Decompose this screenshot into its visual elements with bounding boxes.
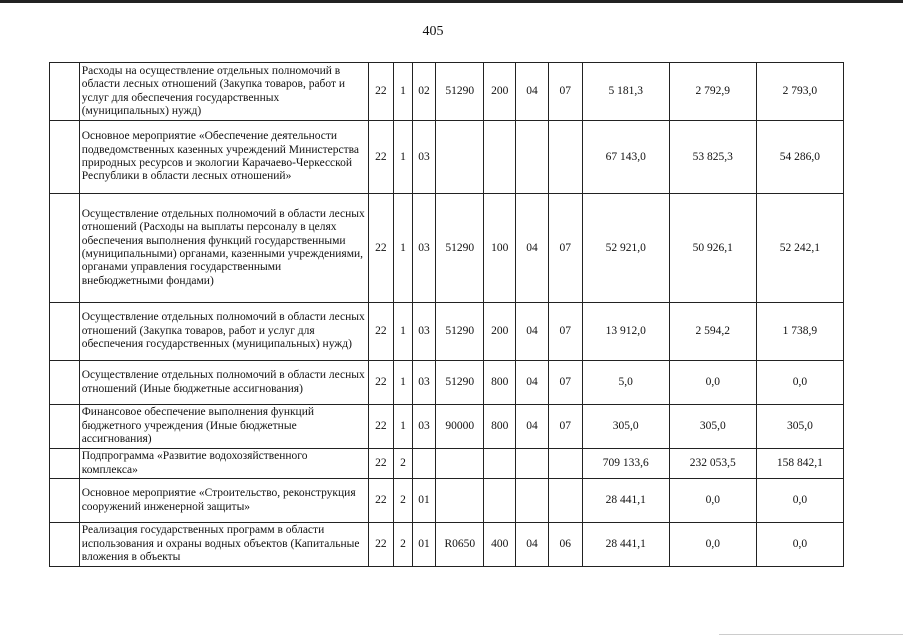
om-code: 03	[412, 303, 436, 361]
om-code: 03	[412, 361, 436, 405]
gp-code: 22	[368, 449, 394, 479]
item-name: Финансовое обеспечение выполнения функций бюджетного учреждения (Иные бюджетные ассигнования)	[79, 405, 368, 449]
pp-code: 1	[394, 194, 412, 303]
gp-code: 22	[368, 523, 394, 567]
index-cell	[50, 121, 80, 194]
table-row	[50, 194, 844, 303]
amount-year-1: 709 133,6	[582, 449, 669, 479]
direction-code: 90000	[436, 405, 484, 449]
section-code	[516, 479, 549, 523]
direction-code: 51290	[436, 361, 484, 405]
index-cell	[50, 63, 80, 121]
expense-type-code	[484, 449, 516, 479]
amount-year-2: 232 053,5	[669, 449, 756, 479]
direction-code	[436, 449, 484, 479]
expense-type-code: 800	[484, 405, 516, 449]
index-cell	[50, 303, 80, 361]
section-code: 04	[516, 63, 549, 121]
gp-code: 22	[368, 303, 394, 361]
subsection-code: 07	[548, 63, 582, 121]
amount-year-3: 1 738,9	[756, 303, 843, 361]
item-name: Осуществление отдельных полномочий в области лесных отношений (Иные бюджетные ассигнования)	[79, 361, 368, 405]
subsection-code	[548, 121, 582, 194]
table-row	[50, 449, 844, 479]
direction-code: R0650	[436, 523, 484, 567]
item-name: Основное мероприятие «Обеспечение деятельности подведомственных казенных учреждений Министерства природных ресурсов и экологии Карачаево-Черкесской Республики в области лесных отношений»	[79, 121, 368, 194]
expense-type-code	[484, 121, 516, 194]
om-code: 01	[412, 479, 436, 523]
index-cell	[50, 361, 80, 405]
subsection-code: 06	[548, 523, 582, 567]
amount-year-1: 67 143,0	[582, 121, 669, 194]
table-row	[50, 63, 844, 121]
amount-year-2: 53 825,3	[669, 121, 756, 194]
om-code: 01	[412, 523, 436, 567]
gp-code: 22	[368, 194, 394, 303]
expense-type-code: 400	[484, 523, 516, 567]
amount-year-1: 305,0	[582, 405, 669, 449]
direction-code	[436, 121, 484, 194]
pp-code: 1	[394, 63, 412, 121]
budget-table	[49, 62, 844, 567]
item-name: Подпрограмма «Развитие водохозяйственного комплекса»	[79, 449, 368, 479]
om-code	[412, 449, 436, 479]
amount-year-3: 2 793,0	[756, 63, 843, 121]
direction-code	[436, 479, 484, 523]
amount-year-1: 13 912,0	[582, 303, 669, 361]
amount-year-3: 52 242,1	[756, 194, 843, 303]
pp-code: 1	[394, 405, 412, 449]
pp-code: 2	[394, 523, 412, 567]
gp-code: 22	[368, 479, 394, 523]
subsection-code: 07	[548, 405, 582, 449]
expense-type-code: 200	[484, 63, 516, 121]
om-code: 03	[412, 121, 436, 194]
table-body	[50, 63, 844, 567]
expense-type-code: 100	[484, 194, 516, 303]
direction-code: 51290	[436, 194, 484, 303]
section-code: 04	[516, 361, 549, 405]
amount-year-1: 28 441,1	[582, 479, 669, 523]
subsection-code: 07	[548, 361, 582, 405]
subsection-code: 07	[548, 194, 582, 303]
index-cell	[50, 405, 80, 449]
expense-type-code: 800	[484, 361, 516, 405]
om-code: 02	[412, 63, 436, 121]
gp-code: 22	[368, 405, 394, 449]
section-code: 04	[516, 194, 549, 303]
amount-year-2: 2 594,2	[669, 303, 756, 361]
subsection-code: 07	[548, 303, 582, 361]
item-name: Расходы на осуществление отдельных полномочий в области лесных отношений (Закупка товаров, работ и услуг для обеспечения государственных (муниципальных) нужд)	[79, 63, 368, 121]
amount-year-2: 2 792,9	[669, 63, 756, 121]
expense-type-code	[484, 479, 516, 523]
gp-code: 22	[368, 121, 394, 194]
amount-year-3: 54 286,0	[756, 121, 843, 194]
om-code: 03	[412, 194, 436, 303]
pp-code: 1	[394, 361, 412, 405]
section-code	[516, 449, 549, 479]
section-code: 04	[516, 523, 549, 567]
item-name: Осуществление отдельных полномочий в области лесных отношений (Закупка товаров, работ и услуг для обеспечения государственных (муниципальных) нужд)	[79, 303, 368, 361]
section-code: 04	[516, 303, 549, 361]
subsection-code	[548, 479, 582, 523]
table-row	[50, 361, 844, 405]
top-rule	[0, 0, 903, 3]
amount-year-2: 0,0	[669, 361, 756, 405]
index-cell	[50, 479, 80, 523]
gp-code: 22	[368, 63, 394, 121]
amount-year-3: 0,0	[756, 361, 843, 405]
section-code	[516, 121, 549, 194]
amount-year-3: 305,0	[756, 405, 843, 449]
amount-year-1: 28 441,1	[582, 523, 669, 567]
subsection-code	[548, 449, 582, 479]
table-row	[50, 405, 844, 449]
table-row	[50, 121, 844, 194]
bottom-rule	[719, 634, 903, 635]
amount-year-1: 5,0	[582, 361, 669, 405]
amount-year-1: 52 921,0	[582, 194, 669, 303]
gp-code: 22	[368, 361, 394, 405]
table-row	[50, 479, 844, 523]
pp-code: 1	[394, 121, 412, 194]
item-name: Реализация государственных программ в области использования и охраны водных объектов (Капитальные вложения в объекты	[79, 523, 368, 567]
amount-year-3: 158 842,1	[756, 449, 843, 479]
page-number: 405	[422, 24, 444, 39]
pp-code: 2	[394, 479, 412, 523]
index-cell	[50, 449, 80, 479]
item-name: Осуществление отдельных полномочий в области лесных отношений (Расходы на выплаты персоналу в целях обеспечения выполнения функций государственными (муниципальными) органами, казенными учреждениями, органами управления государственными внебюджетными фондами)	[79, 194, 368, 303]
amount-year-3: 0,0	[756, 479, 843, 523]
amount-year-2: 305,0	[669, 405, 756, 449]
table-row	[50, 303, 844, 361]
item-name: Основное мероприятие «Строительство, реконструкция сооружений инженерной защиты»	[79, 479, 368, 523]
amount-year-2: 0,0	[669, 523, 756, 567]
pp-code: 2	[394, 449, 412, 479]
direction-code: 51290	[436, 63, 484, 121]
om-code: 03	[412, 405, 436, 449]
table-row	[50, 523, 844, 567]
index-cell	[50, 194, 80, 303]
amount-year-3: 0,0	[756, 523, 843, 567]
amount-year-2: 0,0	[669, 479, 756, 523]
direction-code: 51290	[436, 303, 484, 361]
pp-code: 1	[394, 303, 412, 361]
section-code: 04	[516, 405, 549, 449]
expense-type-code: 200	[484, 303, 516, 361]
index-cell	[50, 523, 80, 567]
amount-year-2: 50 926,1	[669, 194, 756, 303]
amount-year-1: 5 181,3	[582, 63, 669, 121]
